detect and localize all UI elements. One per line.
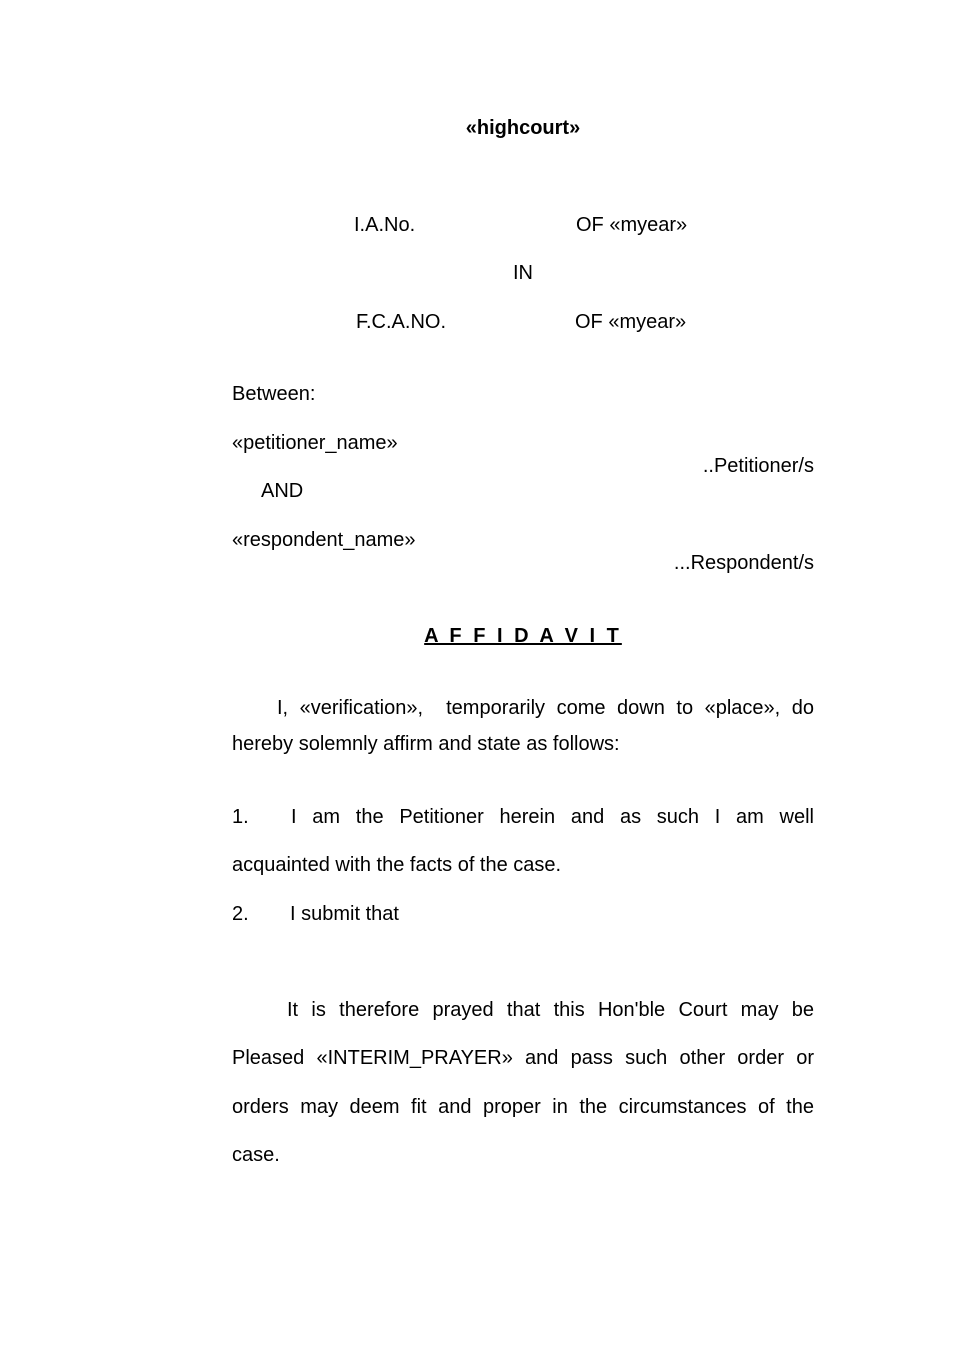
prayer-line-2 xyxy=(232,1047,814,1070)
prayer-line-1 xyxy=(287,999,814,1022)
respondent-role: ...Respondent/s xyxy=(673,552,814,574)
item-1-number: 1. xyxy=(232,806,249,828)
respondent-name: «respondent_name» xyxy=(232,529,416,551)
intro-line-1 xyxy=(277,697,814,720)
intro-line-1-text: I, «verification», temporarily come down to «place», do xyxy=(277,697,814,719)
and-label: AND xyxy=(261,480,304,502)
petitioner-name: «petitioner_name» xyxy=(232,432,398,454)
court-name: «highcourt» xyxy=(465,117,581,139)
item-2-text: I submit that xyxy=(290,903,399,925)
petitioner-role: ..Petitioner/s xyxy=(702,455,814,477)
item-1-line-2: acquainted with the facts of the case. xyxy=(232,854,562,876)
ia-year: OF «myear» xyxy=(576,214,688,236)
between-label: Between: xyxy=(232,383,316,405)
prayer-line-3 xyxy=(232,1096,814,1119)
intro-line-2: hereby solemnly affirm and state as follows: xyxy=(232,733,620,755)
item-1-line-1-text: I am the Petitioner herein and as such I am well xyxy=(291,806,814,828)
prayer-line-1-text: It is therefore prayed that this Hon'ble Court may be xyxy=(287,999,814,1021)
item-1-line-1 xyxy=(291,806,814,829)
affidavit-title: A F F I D A V I T xyxy=(424,625,622,647)
prayer-line-4: case. xyxy=(232,1144,280,1166)
prayer-line-2-text: Pleased «INTERIM_PRAYER» and pass such other order or xyxy=(232,1047,814,1069)
item-2-number: 2. xyxy=(232,903,249,925)
fca-year: OF «myear» xyxy=(575,311,687,333)
fca-number-label: F.C.A.NO. xyxy=(356,311,447,333)
ia-number-label: I.A.No. xyxy=(354,214,416,236)
prayer-line-3-text: orders may deem fit and proper in the circumstances of the xyxy=(232,1096,814,1118)
in-label: IN xyxy=(513,262,533,284)
